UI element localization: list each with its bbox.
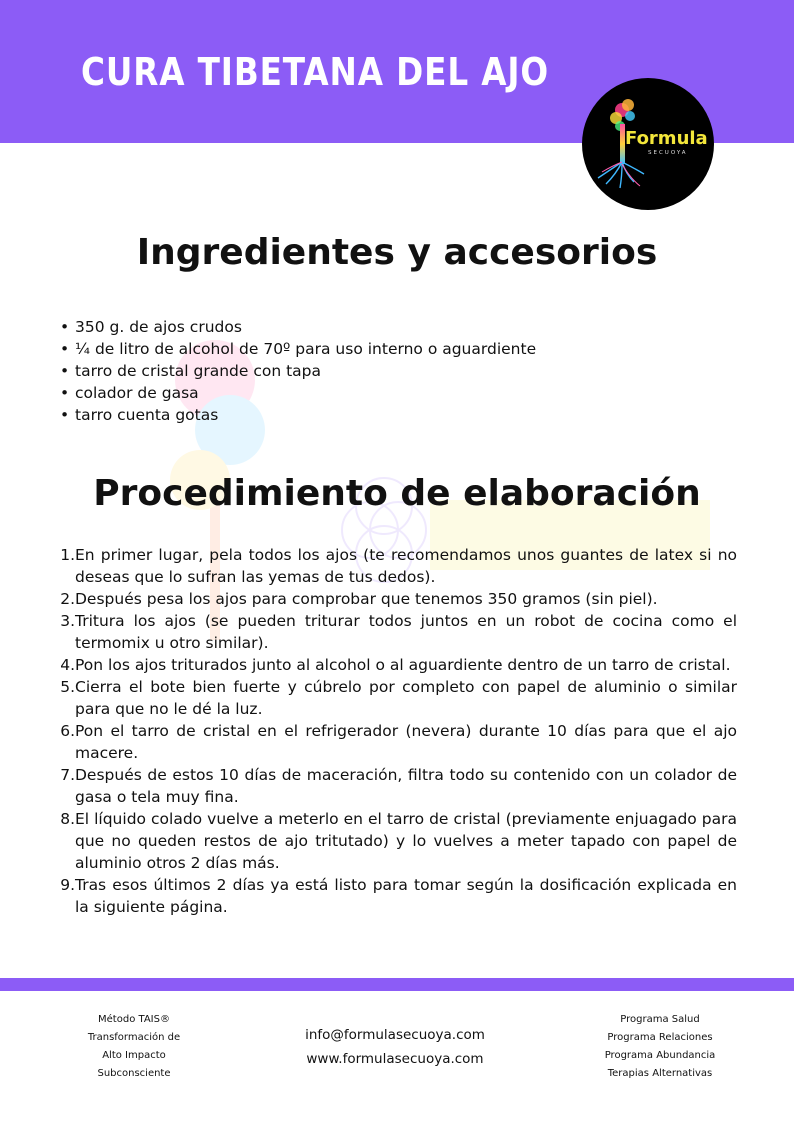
step-text: Pon los ajos triturados junto al alcohol o al aguardiente dentro de un tarro de cristal. [75, 656, 731, 674]
logo-subtext: SECUOYA [648, 150, 688, 156]
list-item: • colador de gasa [75, 382, 536, 404]
footer-line: Transformación de [87, 1032, 181, 1043]
step-text: Pon el tarro de cristal en el refrigerador (nevera) durante 10 días para que el ajo macere. [75, 722, 737, 762]
list-item [60, 654, 737, 676]
ingredients-list [75, 316, 536, 426]
tree-logo-icon [582, 78, 714, 210]
step-number: 5. [60, 678, 75, 696]
step-text: Tritura los ajos (se pueden triturar todos juntos en un robot de cocina como el termomix u otro similar). [75, 612, 737, 652]
ingredients-heading: Ingredientes y accesorios [136, 232, 658, 273]
step-number: 7. [60, 766, 75, 784]
footer-line: Programa Salud [620, 1014, 700, 1025]
step-text: En primer lugar, pela todos los ajos (te recomendamos unos guantes de latex si no deseas que lo sufran las yemas de tus dedos). [75, 546, 737, 586]
page-title: CURA TIBETANA DEL AJO [81, 50, 550, 94]
email-link[interactable]: info@formulasecuoya.com [305, 1027, 485, 1043]
list-item: • tarro cuenta gotas [75, 404, 536, 426]
step-number: 8. [60, 810, 75, 828]
step-number: 3. [60, 612, 75, 630]
footer-line: Subconsciente [97, 1068, 171, 1079]
step-number: 4. [60, 656, 75, 674]
procedure-steps [60, 544, 737, 918]
step-number: 1. [60, 546, 75, 564]
footer-programs [590, 1011, 730, 1083]
logo-text: Formula [625, 128, 708, 149]
list-item [60, 720, 737, 764]
list-item [60, 588, 737, 610]
footer-band [0, 978, 794, 991]
step-text: Cierra el bote bien fuerte y cúbrelo por completo con papel de aluminio o similar para que no le dé la luz. [75, 678, 737, 718]
list-item: • tarro de cristal grande con tapa [75, 360, 536, 382]
footer-line: Terapias Alternativas [607, 1068, 713, 1079]
footer-line: Programa Relaciones [607, 1032, 713, 1043]
list-item [60, 874, 737, 918]
footer-method-info [64, 1011, 204, 1083]
procedure-heading: Procedimiento de elaboración [93, 473, 701, 514]
step-text: Después de estos 10 días de maceración, filtra todo su contenido con un colador de gasa o tela muy fina. [75, 766, 737, 806]
list-item [60, 544, 737, 588]
step-text: Después pesa los ajos para comprobar que tenemos 350 gramos (sin piel). [75, 590, 658, 608]
footer-line: Programa Abundancia [604, 1050, 716, 1061]
list-item [60, 808, 737, 874]
step-text: Tras esos últimos 2 días ya está listo para tomar según la dosificación explicada en la siguiente página. [75, 876, 737, 916]
footer-contact [260, 1023, 530, 1071]
list-item [60, 764, 737, 808]
footer-line: Alto Impacto [102, 1050, 166, 1061]
footer-line: Método TAIS® [98, 1014, 170, 1025]
list-item [60, 610, 737, 654]
website-link[interactable]: www.formulasecuoya.com [306, 1051, 484, 1067]
list-item: • ¼ de litro de alcohol de 70º para uso interno o aguardiente [75, 338, 536, 360]
step-text: El líquido colado vuelve a meterlo en el tarro de cristal (previamente enjuagado para que no queden restos de ajo tritutado) y lo vuelves a meter tapado con papel de aluminio otros 2 días más. [75, 810, 737, 872]
brand-logo [582, 78, 714, 210]
list-item [60, 676, 737, 720]
list-item: • 350 g. de ajos crudos [75, 316, 536, 338]
step-number: 9. [60, 876, 75, 894]
step-number: 2. [60, 590, 75, 608]
step-number: 6. [60, 722, 75, 740]
